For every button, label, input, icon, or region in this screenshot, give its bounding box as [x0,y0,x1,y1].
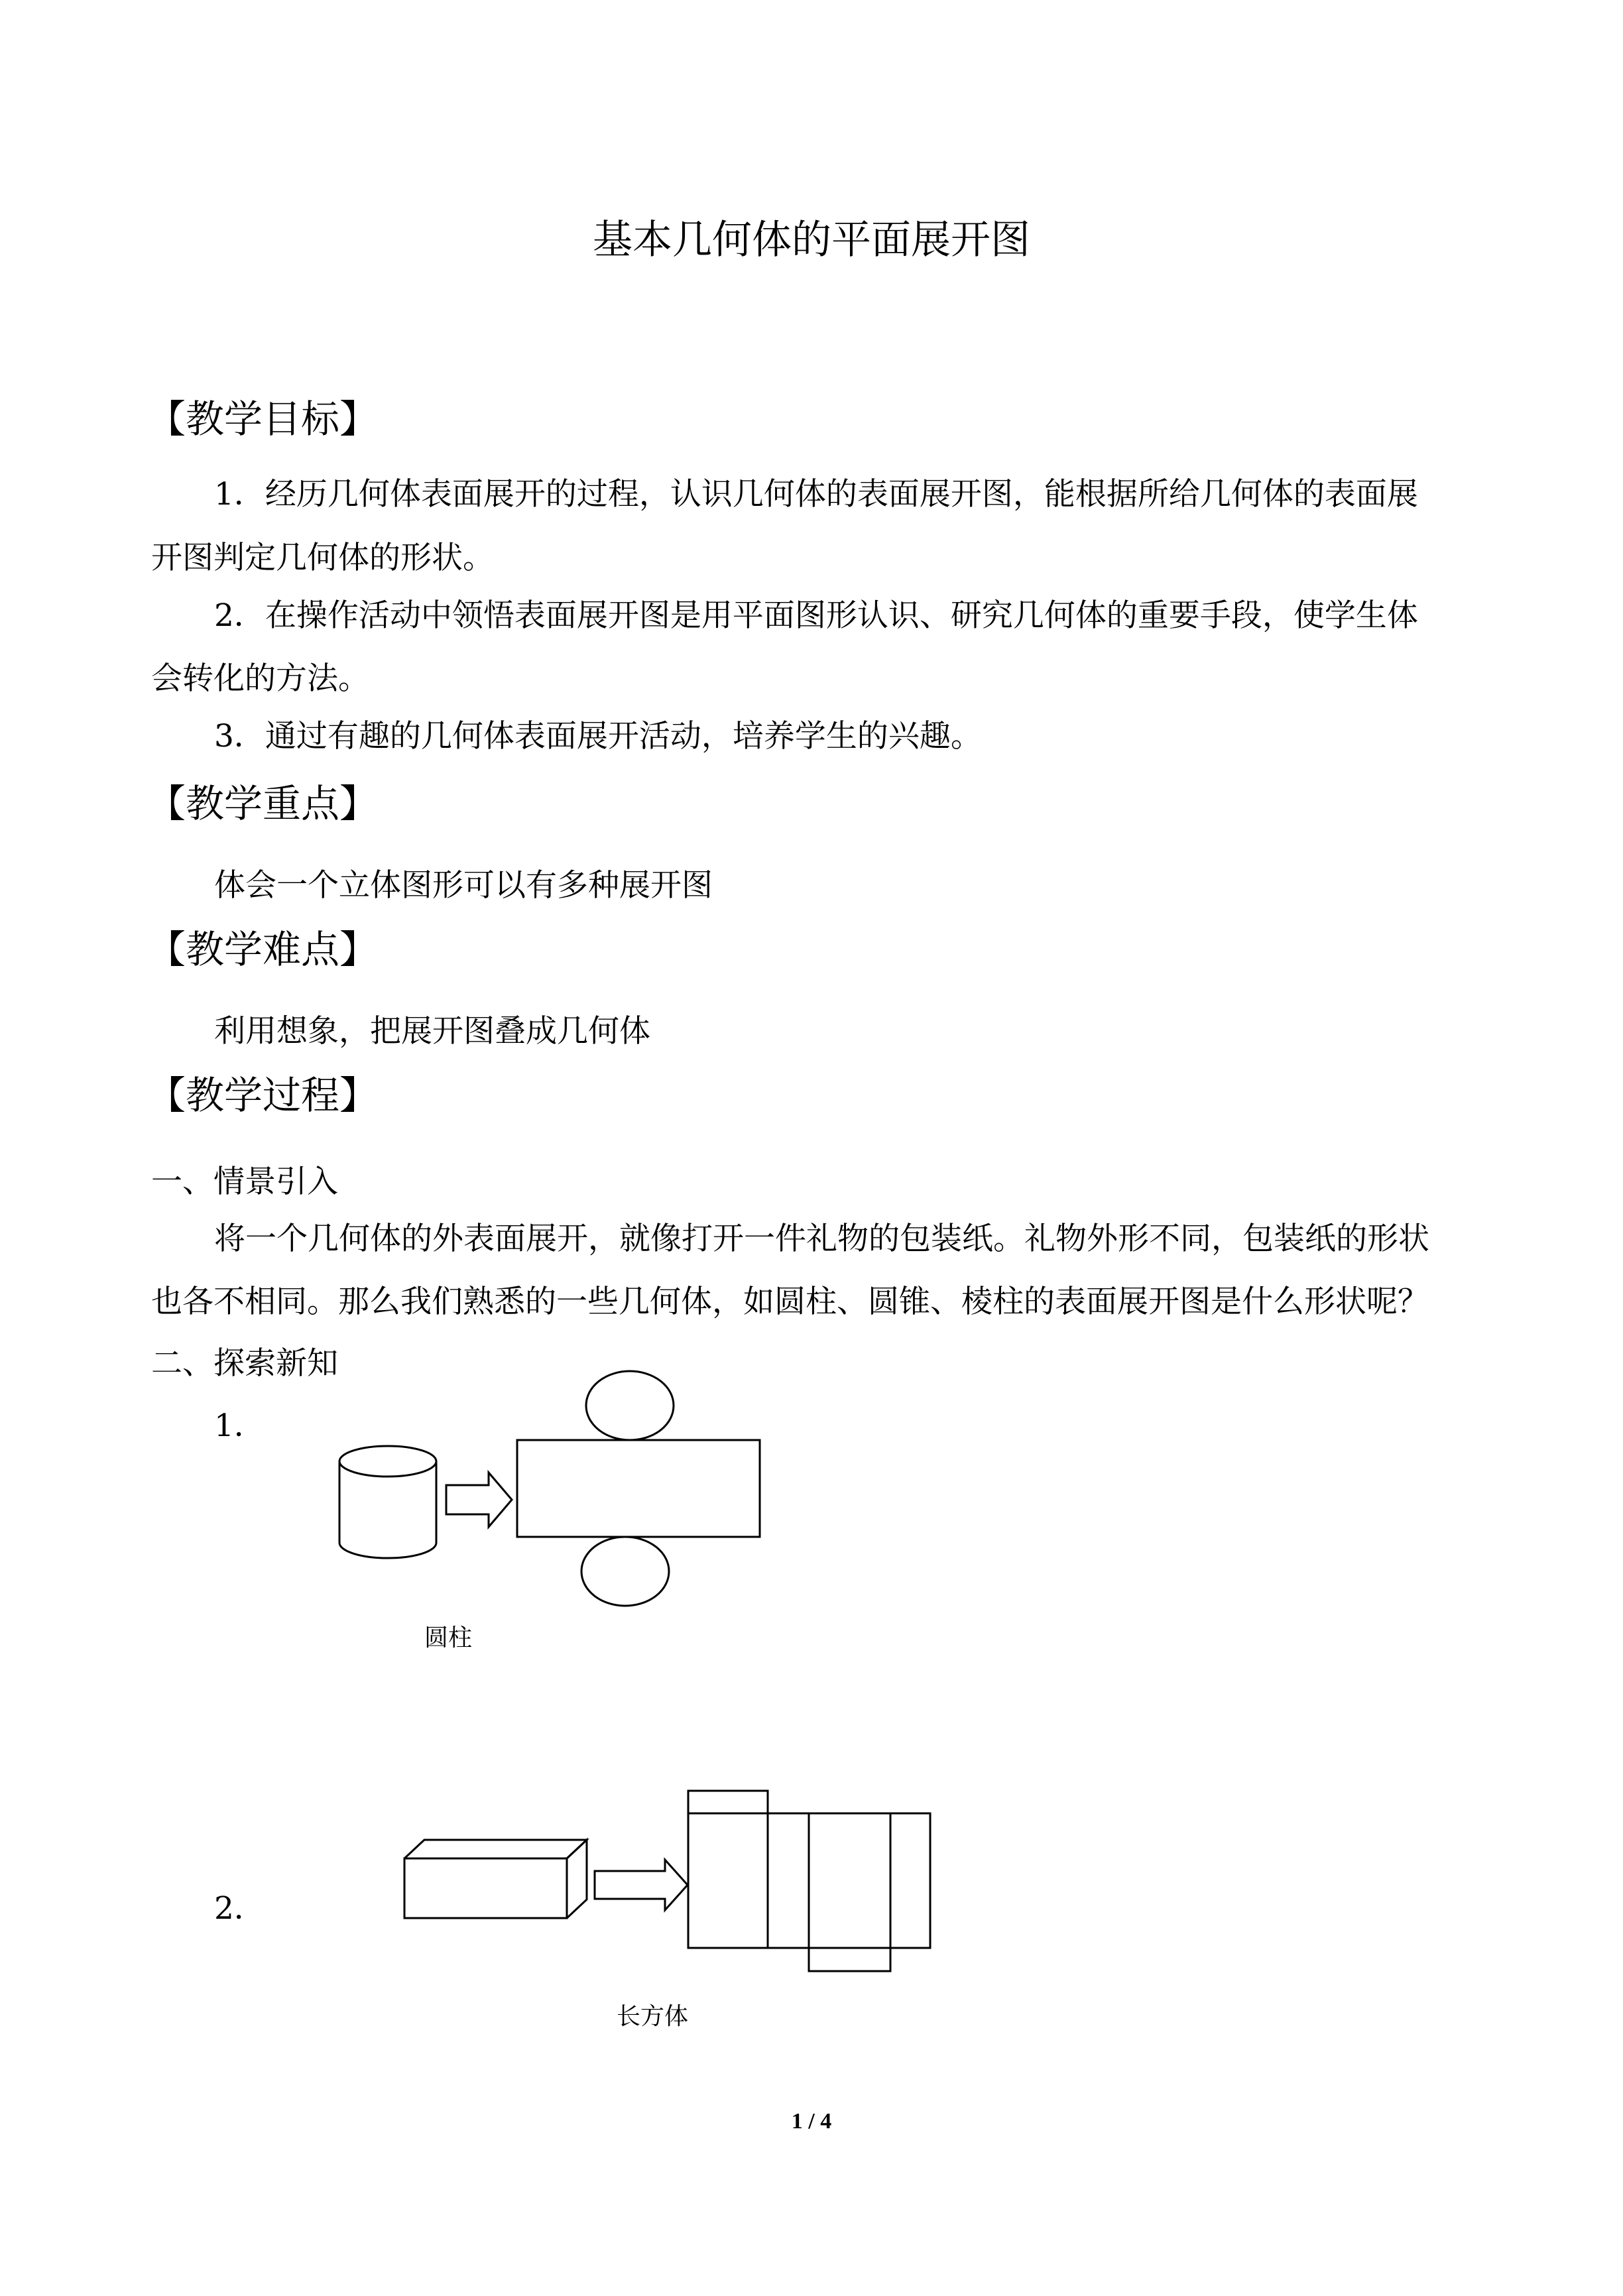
part1-heading: 一、情景引入 [151,1164,338,1200]
page-title: 基本几何体的平面展开图 [593,217,1030,263]
key-points-text: 体会一个立体图形可以有多种展开图 [214,867,713,904]
figure-1-number: 1． [214,1408,265,1444]
net-top-strip [688,1791,768,1813]
net-face-3 [809,1813,890,1948]
arrow-icon [595,1860,688,1910]
difficulties-text: 利用想象，把展开图叠成几何体 [214,1013,650,1050]
section-heading-difficulties: 【教学难点】 [147,927,379,972]
figure-2-number: 2． [214,1890,265,1927]
objective-2-line-2: 会转化的方法。 [151,660,369,697]
net-face-4 [890,1813,930,1948]
cuboid-side-face [567,1840,587,1918]
objective-2-line-1: 2．在操作活动中领悟表面展开图是用平面图形认识、研究几何体的重要手段，使学生体 [214,597,1418,634]
net-face-2 [768,1813,809,1948]
part1-paragraph-line-1: 将一个几何体的外表面展开，就像打开一件礼物的包装纸。礼物外形不同，包装纸的形状 [214,1221,1429,1257]
net-bottom-strip [809,1948,890,1971]
section-heading-objectives: 【教学目标】 [147,396,379,442]
cuboid-top-face [404,1840,587,1858]
figure-1-caption: 圆柱 [424,1624,473,1652]
net-face-1 [688,1813,768,1948]
page-number: 1 / 4 [791,2109,832,2134]
objective-1-line-2: 开图判定几何体的形状。 [151,540,494,576]
objective-3: 3．通过有趣的几何体表面展开活动，培养学生的兴趣。 [214,718,982,755]
objective-1-line-1: 1．经历几何体表面展开的过程，认识几何体的表面展开图，能根据所给几何体的表面展 [214,476,1418,513]
part1-paragraph-line-2: 也各不相同。那么我们熟悉的一些几何体，如圆柱、圆锥、棱柱的表面展开图是什么形状呢？ [151,1284,1429,1320]
section-heading-key-points: 【教学重点】 [147,781,379,826]
section-heading-process: 【教学过程】 [147,1073,379,1118]
figure-2-caption: 长方体 [617,2003,689,2030]
cuboid-front-face [404,1858,567,1918]
part2-heading: 二、探索新知 [151,1345,338,1382]
